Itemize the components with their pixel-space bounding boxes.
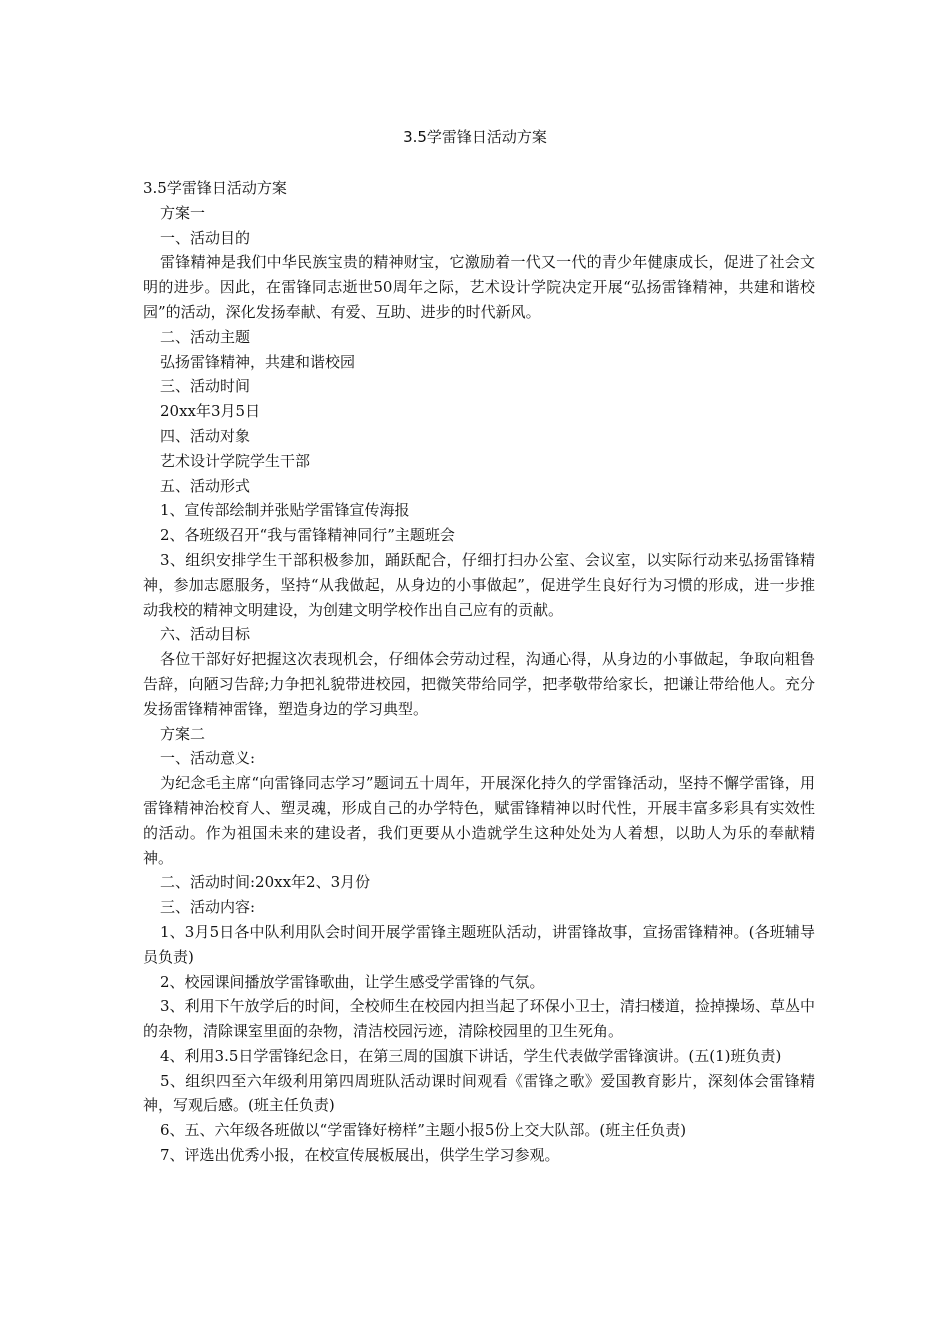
paragraph: 2、各班级召开“我与雷锋精神同行”主题班会	[160, 526, 455, 545]
paragraph: 为纪念毛主席“向雷锋同志学习”题词五十周年，开展深化持久的学雷锋活动，坚持不懈学雷锋，用雷锋精神治校育人、塑灵魂，形成自己的办学特色，赋雷锋精神以时代性，开展丰富多彩具有实效性的活动。作为祖国未来的建设者，我们更要从小造就学生这种处处为人着想，以助人为乐的奉献精神。	[143, 774, 815, 867]
paragraph: 雷锋精神是我们中华民族宝贵的精神财宝，它激励着一代又一代的青少年健康成长，促进了社会文明的进步。因此，在雷锋同志逝世50周年之际，艺术设计学院决定开展“弘扬雷锋精神，共建和谐校园”的活动，深化发扬奉献、有爱、互助、进步的时代新风。	[143, 253, 815, 321]
paragraph: 4、利用3.5日学雷锋纪念日，在第三周的国旗下讲话，学生代表做学雷锋演讲。(五(1)班负责)	[160, 1046, 782, 1065]
paragraph: 二、活动主题	[160, 327, 251, 346]
paragraph: 艺术设计学院学生干部	[160, 451, 311, 470]
paragraph: 5、组织四至六年级利用第四周班队活动课时间观看《雷锋之歌》爱国教育影片，深刻体会雷锋精神，写观后感。(班主任负责)	[143, 1071, 815, 1115]
paragraph: 四、活动对象	[160, 426, 251, 445]
paragraph: 6、五、六年级各班做以“学雷锋好榜样”主题小报5份上交大队部。(班主任负责)	[160, 1121, 687, 1140]
paragraph: 一、活动意义:	[160, 749, 256, 768]
paragraph: 3.5学雷锋日活动方案	[143, 179, 287, 197]
paragraph: 二、活动时间:20xx年2、3月份	[160, 873, 371, 892]
paragraph: 方案二	[160, 724, 206, 743]
paragraph: 1、宣传部绘制并张贴学雷锋宣传海报	[160, 501, 410, 520]
paragraph: 六、活动目标	[160, 625, 251, 644]
paragraph: 2、校园课间播放学雷锋歌曲，让学生感受学雷锋的气氛。	[160, 972, 545, 991]
paragraph: 各位干部好好把握这次表现机会，仔细体会劳动过程，沟通心得，从身边的小事做起，争取向粗鲁告辞，向陋习告辞;力争把礼貌带进校园，把微笑带给同学，把孝敬带给家长，把谦让带给他人。充分发扬雷锋精神雷锋，塑造身边的学习典型。	[143, 650, 815, 718]
document-body	[143, 176, 815, 1168]
paragraph: 弘扬雷锋精神，共建和谐校园	[160, 352, 356, 371]
paragraph: 3、组织安排学生干部积极参加，踊跃配合，仔细打扫办公室、会议室，以实际行动来弘扬雷锋精神，参加志愿服务，坚持“从我做起，从身边的小事做起”，促进学生良好行为习惯的形成，进一步推动我校的精神文明建设，为创建文明学校作出自己应有的贡献。	[143, 550, 815, 619]
paragraph: 三、活动内容:	[160, 898, 256, 917]
paragraph: 3、利用下午放学后的时间，全校师生在校园内担当起了环保小卫士，清扫楼道，捡掉操场、草丛中的杂物，清除课室里面的杂物，清洁校园污迹，清除校园里的卫生死角。	[143, 997, 815, 1041]
paragraph: 7、评选出优秀小报，在校宣传展板展出，供学生学习参观。	[160, 1146, 560, 1165]
paragraph: 一、活动目的	[160, 228, 251, 247]
paragraph: 20xx年3月5日	[160, 402, 261, 421]
paragraph: 五、活动形式	[160, 476, 251, 495]
paragraph: 方案一	[160, 203, 206, 222]
document-title: 3.5学雷锋日活动方案	[403, 128, 547, 146]
paragraph: 三、活动时间	[160, 377, 251, 396]
paragraph: 1、3月5日各中队利用队会时间开展学雷锋主题班队活动，讲雷锋故事，宣扬雷锋精神。(各班辅导员负责)	[143, 922, 815, 966]
